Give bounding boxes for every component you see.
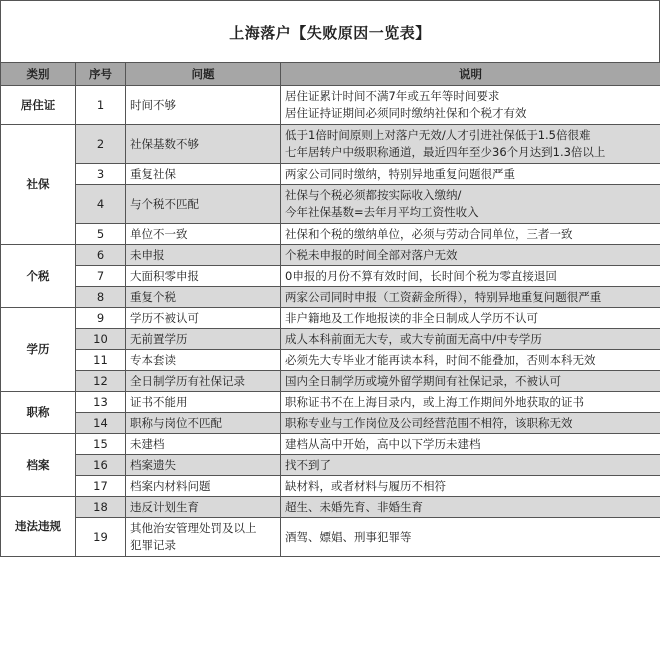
row-explanation: [281, 371, 660, 392]
explanation-line: 七年居转户中级职称通道，最近四年至少36个月达到1.3倍以上: [285, 145, 606, 159]
title-bar: [0, 0, 660, 63]
explanation-line: 两家公司同时申报（工资薪金所得），特别异地重复问题很严重: [285, 289, 602, 304]
table-row: [1, 371, 660, 392]
row-number: 14: [76, 413, 126, 434]
row-problem: 未建档: [126, 434, 281, 455]
explanation-line: 成人本科前面无大专，或大专前面无高中/中专学历: [285, 331, 542, 346]
explanation-line: 0申报的月份不算有效时间，长时间个税为零直接退回: [285, 268, 557, 283]
explanation-line: 酒驾、嫖娼、刑事犯罪等: [285, 529, 412, 544]
explanation-line: 缺材料，或者材料与履历不相符: [285, 478, 446, 493]
row-number: 4: [76, 185, 126, 224]
table-row: [1, 266, 660, 287]
table-row: [1, 86, 660, 125]
explanation-line: 居住证累计时间不满7年或五年等时间要求: [285, 89, 500, 103]
category-professional-title: 职称: [1, 392, 76, 434]
table-row: [1, 164, 660, 185]
table-row: [1, 497, 660, 518]
explanation-line: 超生、未婚先育、非婚生育: [285, 499, 423, 514]
row-problem: 职称与岗位不匹配: [126, 413, 281, 434]
row-problem: 证书不能用: [126, 392, 281, 413]
table-row: [1, 185, 660, 224]
row-number: 7: [76, 266, 126, 287]
table-row: [1, 518, 660, 557]
row-explanation: [281, 497, 660, 518]
row-problem: [126, 518, 281, 557]
table-row: [1, 125, 660, 164]
row-explanation: [281, 329, 660, 350]
row-problem: 档案内材料问题: [126, 476, 281, 497]
header-problem: 问题: [126, 63, 281, 86]
explanation-line: 找不到了: [285, 457, 331, 472]
row-problem: 专本套读: [126, 350, 281, 371]
row-explanation: [281, 164, 660, 185]
row-problem: 违反计划生育: [126, 497, 281, 518]
explanation-line: 社保与个税必须都按实际收入缴纳/: [285, 188, 462, 202]
row-problem: 未申报: [126, 245, 281, 266]
table-row: [1, 476, 660, 497]
explanation-line: 职称专业与工作岗位及公司经营范围不相符，该职称无效: [285, 415, 573, 430]
row-problem: 社保基数不够: [126, 125, 281, 164]
row-explanation: [281, 455, 660, 476]
row-number: 17: [76, 476, 126, 497]
row-problem: 单位不一致: [126, 224, 281, 245]
row-problem: 与个税不匹配: [126, 185, 281, 224]
explanation-line: 个税未申报的时间全部对落户无效: [285, 247, 458, 262]
row-explanation: [281, 476, 660, 497]
row-number: 3: [76, 164, 126, 185]
header-explanation: 说明: [281, 63, 660, 86]
row-problem: 全日制学历有社保记录: [126, 371, 281, 392]
row-problem: 时间不够: [126, 86, 281, 125]
explanation-line: 国内全日制学历或境外留学期间有社保记录，不被认可: [285, 373, 561, 388]
explanation-line: 非户籍地及工作地报读的非全日制成人学历不认可: [285, 310, 538, 325]
table-row: [1, 434, 660, 455]
row-explanation: [281, 86, 660, 125]
row-number: 12: [76, 371, 126, 392]
row-number: 19: [76, 518, 126, 557]
row-number: 1: [76, 86, 126, 125]
row-problem: 重复个税: [126, 287, 281, 308]
row-problem: 学历不被认可: [126, 308, 281, 329]
row-explanation: [281, 350, 660, 371]
row-number: 16: [76, 455, 126, 476]
row-problem: 重复社保: [126, 164, 281, 185]
row-problem: 大面积零申报: [126, 266, 281, 287]
row-explanation: [281, 392, 660, 413]
row-problem: 无前置学历: [126, 329, 281, 350]
explanation-line: 低于1倍时间原则上对落户无效/人才引进社保低于1.5倍很难: [285, 128, 591, 142]
explanation-line: 建档从高中开始，高中以下学历未建档: [285, 436, 481, 451]
problem-line: 犯罪记录: [130, 538, 176, 552]
table-row: [1, 455, 660, 476]
category-income-tax: 个税: [1, 245, 76, 308]
row-explanation: [281, 308, 660, 329]
failure-reasons-table: [0, 62, 660, 557]
explanation-line: 今年社保基数=去年月平均工资性收入: [285, 205, 479, 219]
header-number: 序号: [76, 63, 126, 86]
category-violations: 违法违规: [1, 497, 76, 557]
row-number: 5: [76, 224, 126, 245]
problem-line: 其他治安管理处罚及以上: [130, 521, 257, 535]
row-explanation: [281, 266, 660, 287]
category-residence-permit: 居住证: [1, 86, 76, 125]
table-row: [1, 245, 660, 266]
table-row: [1, 392, 660, 413]
row-problem: 档案遗失: [126, 455, 281, 476]
category-archive: 档案: [1, 434, 76, 497]
table-row: [1, 308, 660, 329]
row-number: 8: [76, 287, 126, 308]
table-row: [1, 224, 660, 245]
category-social-security: 社保: [1, 125, 76, 245]
row-explanation: [281, 185, 660, 224]
explanation-line: 两家公司同时缴纳，特别异地重复问题很严重: [285, 166, 515, 181]
category-education: 学历: [1, 308, 76, 392]
table-row: [1, 350, 660, 371]
row-explanation: [281, 518, 660, 557]
explanation-line: 居住证持证期间必须同时缴纳社保和个税才有效: [285, 106, 527, 120]
table-row: [1, 287, 660, 308]
row-explanation: [281, 224, 660, 245]
row-explanation: [281, 434, 660, 455]
header-row: [1, 63, 660, 86]
row-number: 11: [76, 350, 126, 371]
table-row: [1, 413, 660, 434]
row-number: 6: [76, 245, 126, 266]
table-row: [1, 329, 660, 350]
row-explanation: [281, 245, 660, 266]
explanation-line: 必须先大专毕业才能再读本科，时间不能叠加，否则本科无效: [285, 352, 596, 367]
row-explanation: [281, 413, 660, 434]
explanation-line: 职称证书不在上海目录内，或上海工作期间外地获取的证书: [285, 394, 584, 409]
row-number: 2: [76, 125, 126, 164]
row-number: 18: [76, 497, 126, 518]
row-number: 13: [76, 392, 126, 413]
row-explanation: [281, 125, 660, 164]
row-number: 10: [76, 329, 126, 350]
row-number: 15: [76, 434, 126, 455]
explanation-line: 社保和个税的缴纳单位，必须与劳动合同单位，三者一致: [285, 226, 573, 241]
page-title: 上海落户【失败原因一览表】: [229, 23, 431, 42]
row-explanation: [281, 287, 660, 308]
row-number: 9: [76, 308, 126, 329]
header-category: 类别: [1, 63, 76, 86]
